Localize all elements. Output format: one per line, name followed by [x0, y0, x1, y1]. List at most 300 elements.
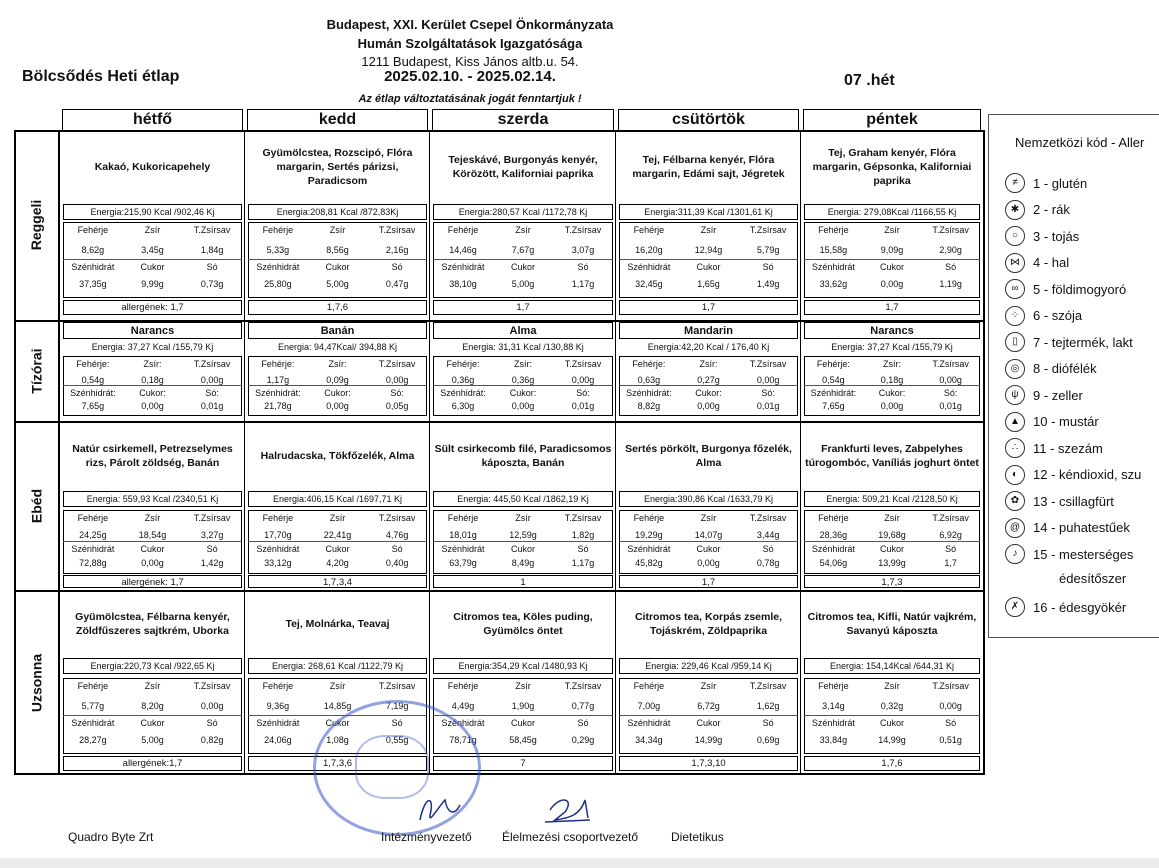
allergen-legend	[988, 114, 1159, 638]
nutrient-value: 0,40g	[385, 558, 409, 568]
nutrient-label: Zsír	[144, 225, 161, 235]
meal-description: Frankfurti leves, Zabpelyhes túrogombóc, Vaníliás joghurt öntet	[805, 443, 979, 469]
nutrient-value: 6,30g	[451, 401, 475, 411]
nutrient-value: 33,84g	[819, 735, 848, 745]
nutrient-label: T.Zsírsav	[932, 225, 969, 235]
nutrient-value: 78,71g	[449, 735, 477, 745]
nutrient-label: T.Zsírsav	[193, 359, 231, 369]
nutrient-label: Fehérje	[77, 225, 109, 235]
nutrient-value: 0,01g	[200, 401, 224, 411]
nutrient-value: 0,00g	[880, 279, 904, 289]
row-rule	[433, 259, 613, 260]
nutrient-label: Só	[762, 544, 774, 554]
nutrient-label: Só	[762, 718, 774, 728]
nutrient-label: Só:	[943, 388, 958, 398]
energy-value: Energia:215,90 Kcal /902,46 Kj	[63, 204, 242, 220]
legend-item	[1005, 279, 1126, 299]
energy-value: Energia:208,81 Kcal /872,83Kj	[248, 204, 427, 220]
nutrient-value: 1,19g	[939, 279, 962, 289]
nutrient-value: 14,07g	[694, 530, 723, 540]
energy-value: Energia: 268,61 Kcal /1122,79 Kj	[248, 658, 427, 674]
nutrient-value: 0,27g	[697, 375, 720, 385]
nutrient-value: 9,36g	[266, 701, 290, 711]
meal-description: Sertés pörkölt, Burgonya főzelék, Alma	[625, 443, 792, 469]
row-rule	[63, 385, 242, 386]
meal-description: Natúr csirkemell, Petrezselymes rizs, Párolt zöldség, Banán	[72, 443, 233, 469]
nutrient-value: 1,42g	[200, 558, 224, 568]
nutrient-value: 0,77g	[571, 701, 595, 711]
legend-item	[1005, 226, 1079, 246]
nutrient-label: Só	[577, 544, 589, 554]
day-header-0: hétfő	[62, 109, 243, 131]
row-rule	[619, 715, 798, 716]
nutrient-label: Fehérje	[77, 513, 109, 523]
nutrient-value: 1,17g	[571, 279, 595, 289]
row-rule	[63, 715, 242, 716]
nutrient-label: Só:	[205, 388, 219, 398]
energy-value: Energia:42,20 Kcal / 176,40 Kj	[647, 342, 770, 352]
nutrient-value: 1,90g	[511, 701, 535, 711]
nutrient-value: 4,76g	[385, 530, 409, 540]
allergen-codes: 1,7,6	[248, 300, 427, 315]
nutrient-label: T.Zsírsav	[378, 681, 416, 691]
nutrient-value: 9,99g	[141, 279, 164, 289]
nutrient-label: Fehérje	[818, 681, 849, 691]
nutrient-label: T.Zsírsav	[749, 513, 787, 523]
nutrient-value: 4,49g	[451, 701, 475, 711]
nutrient-value: 12,59g	[509, 530, 537, 540]
legend-title: Nemzetközi kód - Aller	[1015, 135, 1145, 150]
nutrient-value: 63,79g	[449, 558, 477, 568]
nutrient-value: 0,73g	[200, 279, 224, 289]
nutrient-label: Só	[577, 262, 589, 272]
legend-item	[1005, 465, 1141, 485]
legend-item	[1005, 253, 1069, 273]
nutrient-value: 0,54g	[822, 375, 845, 385]
nutrient-value: 0,00g	[697, 401, 720, 411]
nutrient-label: Só:	[390, 388, 404, 398]
celery-icon: ψ	[1005, 385, 1025, 405]
allergen-codes: 1	[433, 575, 613, 588]
allergen-codes: 1,7,3	[804, 575, 980, 588]
nutrient-label: Szénhidrát:	[626, 388, 672, 398]
company-name: Quadro Byte Zrt	[68, 830, 154, 844]
peanut-icon: ∞	[1005, 279, 1025, 299]
nutrient-label: T.Zsírsav	[378, 513, 416, 523]
allergen-codes: 1,7,6	[804, 756, 980, 771]
nutrient-value: 0,18g	[880, 375, 904, 385]
nutrient-label: Szénhidrát	[256, 718, 300, 728]
meal-description: Tej, Graham kenyér, Flóra margarin, Gépsonka, Kaliforniai paprika	[812, 147, 972, 187]
nutrient-value: 0,54g	[81, 375, 105, 385]
nutrient-value: 0,82g	[200, 735, 224, 745]
nutrient-value: 5,00g	[326, 279, 349, 289]
nutrient-value: 19,68g	[878, 530, 906, 540]
sweetener-icon: ♪	[1005, 544, 1025, 564]
nutrient-value: 3,44g	[756, 530, 780, 540]
nutrient-label: T.Zsírsav	[193, 225, 231, 235]
nutrient-label: Szénhidrát	[71, 718, 115, 728]
nutrient-value: 0,51g	[939, 735, 962, 745]
nutrient-value: 1,49g	[756, 279, 780, 289]
nutrient-value: 0,78g	[756, 558, 780, 568]
energy-value: Energia: 31,31 Kcal /130,88 Kj	[462, 342, 584, 352]
energy-value: Energia: 279,08Kcal /1166,55 Kj	[804, 204, 980, 220]
nutrient-label: Fehérje:	[816, 359, 850, 369]
nutrient-value: 3,14g	[822, 701, 845, 711]
nutrient-label: Fehérje	[818, 225, 849, 235]
nutrient-value: 0,00g	[385, 375, 409, 385]
legend-label: 4 - hal	[1033, 255, 1070, 270]
nutrient-value: 14,85g	[323, 701, 352, 711]
legend-item	[1005, 306, 1082, 326]
nutrient-value: 21,78g	[264, 401, 292, 411]
nutrient-value: 5,33g	[266, 245, 290, 255]
meal-label-uzsonna: Uzsonna	[28, 653, 44, 712]
nutrient-label: T.Zsírsav	[749, 681, 787, 691]
nutrient-label: Szénhidrát	[441, 718, 485, 728]
meal-label-ebed: Ebéd	[28, 488, 44, 523]
nutrient-label: Szénhidrát	[627, 718, 671, 728]
nutrient-value: 1,84g	[200, 245, 224, 255]
allergen-codes: allergének: 1,7	[63, 300, 242, 315]
nutrient-value: 8,20g	[141, 701, 164, 711]
nutrient-value: 2,16g	[385, 245, 409, 255]
nutrient-value: 0,32g	[880, 701, 904, 711]
legend-label: 9 - zeller	[1033, 387, 1083, 403]
nutrient-value: 0,29g	[571, 735, 595, 745]
nutrient-value: 0,36g	[511, 375, 535, 385]
legend-item	[1005, 491, 1114, 511]
nutrient-value: 38,10g	[449, 279, 477, 289]
crab-icon: ✱	[1005, 200, 1025, 220]
row-rule	[433, 385, 613, 386]
signature-1	[400, 785, 500, 835]
nutrient-label: Só	[577, 718, 589, 728]
legend-item	[1005, 332, 1133, 352]
row-rule	[804, 715, 980, 716]
energy-value: Energia: 37,27 Kcal /155,79 Kj	[831, 342, 953, 352]
nutrient-value: 0,00g	[326, 401, 349, 411]
meal-description: Tejeskávé, Burgonyás kenyér, Körözött, Kaliforniai paprika	[448, 154, 598, 180]
nutrient-value: 0,63g	[637, 375, 661, 385]
legend-label: édesítőszer	[1059, 570, 1127, 586]
nutrient-value: 0,00g	[200, 701, 224, 711]
legend-label: 8 - diófélék	[1033, 361, 1097, 376]
meal-description: Gyümölcstea, Rozscipó, Flóra margarin, Sertés párizsi, Paradicsom	[262, 147, 413, 187]
nutrient-label: Zsír	[329, 681, 346, 691]
legend-item	[1059, 571, 1126, 586]
nutrient-value: 0,36g	[451, 375, 475, 385]
nutrient-label: Zsír	[144, 513, 161, 523]
meal-description: Halrudacska, Tökfőzelék, Alma	[260, 450, 415, 462]
nutrient-value: 15,58g	[819, 245, 848, 255]
nutrient-value: 5,77g	[81, 701, 105, 711]
nutrient-value: 4,20g	[326, 558, 349, 568]
nutrient-label: Szénhidrát:	[255, 388, 301, 398]
nutrient-label: Só	[206, 262, 218, 272]
milk-icon: ▯	[1005, 332, 1025, 352]
nutrient-label: Zsír	[884, 681, 900, 691]
allergen-codes: 7	[433, 756, 613, 771]
nutrient-label: Szénhidrát	[256, 262, 300, 272]
nutrient-label: Fehérje:	[261, 359, 295, 369]
meal-description: Kakaó, Kukoricapehely	[94, 161, 211, 173]
row-rule	[63, 541, 242, 542]
legend-item	[1005, 200, 1070, 220]
allergen-codes: 1,7	[804, 300, 980, 315]
legend-label: 12 - kéndioxid, szu	[1033, 467, 1142, 482]
nutrient-label: Szénhidrát	[441, 262, 485, 272]
nutrient-value: 0,00g	[141, 558, 164, 568]
nutrient-label: Zsír	[700, 225, 717, 235]
nutrient-value: 13,99g	[878, 558, 906, 568]
legend-label: 15 - mesterséges	[1033, 546, 1134, 562]
nutrient-label: Cukor:	[324, 388, 351, 398]
nutrient-label: Cukor	[325, 262, 350, 272]
row-rule	[804, 541, 980, 542]
nutrient-label: Só	[206, 718, 218, 728]
nutrient-label: Zsír	[884, 225, 900, 235]
nutrient-label: Szénhidrát	[811, 544, 855, 554]
energy-value: Energia:280,57 Kcal /1172,78 Kj	[433, 204, 613, 220]
nutrient-value: 0,47g	[385, 279, 409, 289]
nutrient-value: 14,99g	[878, 735, 906, 745]
nutrient-value: 25,80g	[264, 279, 292, 289]
nutrient-label: Zsír	[515, 681, 531, 691]
nutrient-label: T.Zsírsav	[564, 513, 602, 523]
nutrient-label: Cukor	[140, 718, 165, 728]
nutrient-label: Fehérje	[633, 513, 665, 523]
legend-item	[1005, 385, 1083, 405]
nutrient-label: Fehérje	[633, 681, 665, 691]
nutrient-label: Fehérje	[633, 225, 665, 235]
nutrient-value: 32,45g	[635, 279, 663, 289]
sesame-icon: ∴	[1005, 438, 1025, 458]
meal-description: Tej, Félbarna kenyér, Flóra margarin, Edámi sajt, Jégretek	[632, 154, 785, 180]
nutrient-value: 5,79g	[756, 245, 780, 255]
meal-description: Tej, Molnárka, Teavaj	[285, 618, 390, 630]
nutrient-value: 0,00g	[141, 401, 164, 411]
nutrient-label: Só	[945, 718, 957, 728]
nutrient-value: 34,34g	[635, 735, 663, 745]
nutrient-label: Só	[945, 544, 957, 554]
section-divider	[14, 421, 985, 423]
row-rule	[433, 715, 613, 716]
day-header-2: szerda	[432, 109, 614, 131]
legend-label: 10 - mustár	[1033, 414, 1099, 429]
nutrient-label: Cukor	[510, 544, 535, 554]
day-column-divider	[615, 130, 616, 775]
row-rule	[63, 259, 242, 260]
row-rule	[804, 259, 980, 260]
mustard-icon: ▲	[1005, 412, 1025, 432]
page-title: Bölcsődés Heti étlap	[22, 68, 180, 85]
nutrient-label: T.Zsírsav	[564, 359, 602, 369]
nutrient-label: Cukor	[696, 262, 721, 272]
row-rule	[619, 259, 798, 260]
nutrient-label: Fehérje	[262, 513, 294, 523]
nutrient-label: Cukor	[879, 718, 904, 728]
licorice-icon: ✗	[1005, 597, 1025, 617]
legend-label: 16 - édesgyökér	[1033, 599, 1127, 615]
nutrient-label: T.Zsírsav	[378, 225, 416, 235]
nutrient-label: Fehérje	[818, 513, 849, 523]
nutrient-value: 16,20g	[635, 245, 663, 255]
day-column-divider	[429, 130, 430, 775]
nutrient-label: T.Zsírsav	[749, 359, 787, 369]
nutrient-label: Fehérje	[262, 681, 294, 691]
energy-value: Energia:406,15 Kcal /1697,71 Kj	[248, 491, 427, 507]
nutrient-value: 33,62g	[819, 279, 848, 289]
nutrient-value: 24,25g	[79, 530, 107, 540]
nutrient-value: 3,07g	[571, 245, 595, 255]
snack-fruit: Mandarin	[619, 322, 798, 339]
meal-label-tizorai: Tízórai	[28, 347, 44, 394]
nutrient-value: 6,72g	[697, 701, 720, 711]
energy-value: Energia: 559,93 Kcal /2340,51 Kj	[63, 491, 242, 507]
label-column-divider	[58, 130, 60, 775]
nutrient-label: Cukor	[879, 544, 904, 554]
legend-label: 1 - glutén	[1033, 175, 1088, 191]
nutrient-value: 18,54g	[138, 530, 167, 540]
nutrient-value: 24,06g	[264, 735, 292, 745]
energy-value: Energia: 37,27 Kcal /155,79 Kj	[91, 342, 214, 352]
nutrient-label: Szénhidrát	[441, 544, 485, 554]
day-column-divider	[800, 130, 801, 775]
nutrient-value: 7,65g	[822, 401, 845, 411]
nutrient-value: 1,17g	[266, 375, 290, 385]
nutrient-label: T.Zsírsav	[564, 681, 602, 691]
legend-label: 14 - puhatestűek	[1033, 520, 1130, 535]
row-rule	[619, 541, 798, 542]
nutrient-value: 8,56g	[326, 245, 349, 255]
signatory-dietitian: Dietetikus	[671, 830, 724, 844]
legend-label: 6 - szója	[1033, 308, 1083, 323]
energy-value: Energia: 94,47Kcal/ 394,88 Kj	[277, 342, 398, 352]
allergen-codes: 1,7,3,10	[619, 756, 798, 771]
nut-icon: ◎	[1005, 359, 1025, 379]
legend-label: 11 - szezám	[1033, 440, 1103, 456]
nutrient-label: Fehérje:	[632, 359, 666, 369]
nutrient-value: 12,94g	[694, 245, 723, 255]
day-column-divider	[244, 130, 245, 775]
legend-item	[1005, 412, 1099, 432]
legend-item	[1005, 173, 1087, 193]
nutrient-value: 0,00g	[939, 701, 962, 711]
nutrient-label: Szénhidrát:	[810, 388, 857, 398]
nutrient-label: Fehérje	[447, 513, 479, 523]
nutrient-label: Cukor	[140, 262, 165, 272]
notice-text: Az étlap változtatásának jogát fenntartjuk !	[358, 93, 582, 105]
signature-2	[540, 790, 610, 830]
nutrient-label: Só:	[576, 388, 590, 398]
snack-fruit: Narancs	[804, 322, 980, 339]
signatory-catering: Élelmezési csoportvezető	[502, 830, 639, 844]
nutrient-label: Zsír	[700, 681, 717, 691]
energy-value: Energia: 154,14Kcal /644,31 Kj	[804, 658, 980, 674]
allergen-codes: 1,7,3,4	[248, 575, 427, 588]
nutrient-value: 0,69g	[756, 735, 780, 745]
legend-item	[1005, 597, 1126, 617]
nutrient-label: Só	[945, 262, 957, 272]
nutrient-value: 1,82g	[571, 530, 595, 540]
nutrient-value: 7,00g	[637, 701, 661, 711]
row-rule	[248, 541, 427, 542]
nutrient-label: Szénhidrát	[71, 262, 115, 272]
nutrient-label: Fehérje:	[446, 359, 480, 369]
nutrient-label: T.Zsírsav	[193, 513, 231, 523]
nutrient-value: 0,55g	[385, 735, 409, 745]
sulphite-icon: ◐	[1005, 465, 1025, 485]
nutrient-value: 33,12g	[264, 558, 292, 568]
legend-item	[1005, 544, 1133, 564]
nutrient-label: Zsír	[329, 513, 346, 523]
org-name: Budapest, XXI. Kerület Csepel Önkormányzata	[326, 17, 614, 32]
nutrient-value: 1,7	[944, 558, 957, 568]
nutrient-label: Zsír:	[699, 359, 718, 369]
nutrient-label: T.Zsírsav	[932, 359, 969, 369]
nutrient-value: 0,00g	[880, 401, 904, 411]
nutrient-value: 3,27g	[200, 530, 224, 540]
allergen-codes: allergének: 1,7	[63, 575, 242, 588]
legend-item	[1005, 359, 1097, 379]
nutrient-value: 0,00g	[200, 375, 224, 385]
meal-label-reggeli: Reggeli	[28, 199, 44, 251]
nutrient-label: Szénhidrát	[811, 262, 855, 272]
nutrient-label: Só	[391, 544, 403, 554]
energy-value: Energia: 445,50 Kcal /1862,19 Kj	[433, 491, 613, 507]
nutrient-value: 0,01g	[756, 401, 780, 411]
energy-value: Energia:390,86 Kcal /1633,79 Kj	[619, 491, 798, 507]
nutrient-value: 7,19g	[385, 701, 409, 711]
nutrient-value: 2,90g	[939, 245, 962, 255]
nutrient-value: 14,46g	[449, 245, 477, 255]
nutrient-label: Szénhidrát:	[70, 388, 116, 398]
nutrient-value: 58,45g	[509, 735, 537, 745]
nutrient-value: 17,70g	[264, 530, 292, 540]
department-name: Humán Szolgáltatások Igazgatósága	[357, 36, 583, 51]
nutrient-label: Szénhidrát	[627, 262, 671, 272]
nutrient-label: Cukor	[325, 718, 350, 728]
nutrient-value: 0,00g	[571, 375, 595, 385]
nutrient-label: Szénhidrát	[71, 544, 115, 554]
nutrient-label: Cukor:	[509, 388, 537, 398]
allergen-codes: 1,7	[619, 575, 798, 588]
legend-item	[1005, 438, 1103, 458]
nutrient-value: 72,88g	[79, 558, 107, 568]
nutrient-label: T.Zsírsav	[564, 225, 602, 235]
nutrient-label: Zsír	[700, 513, 717, 523]
nutrient-value: 0,00g	[511, 401, 535, 411]
nutrient-value: 1,08g	[326, 735, 349, 745]
nutrient-value: 7,67g	[511, 245, 535, 255]
legend-label: 5 - földimogyoró	[1033, 281, 1127, 297]
nutrient-value: 5,00g	[511, 279, 535, 289]
energy-value: Energia:220,73 Kcal /922,65 Kj	[63, 658, 242, 674]
energy-value: Energia:354,29 Kcal /1480,93 Kj	[433, 658, 613, 674]
nutrient-value: 28,36g	[819, 530, 848, 540]
row-rule	[248, 259, 427, 260]
legend-label: 13 - csillagfürt	[1033, 493, 1114, 509]
nutrient-label: Zsír:	[143, 359, 162, 369]
energy-value: Energia: 509,21 Kcal /2128,50 Kj	[804, 491, 980, 507]
nutrient-value: 7,65g	[81, 401, 105, 411]
nutrient-label: Zsír	[515, 513, 531, 523]
nutrient-value: 0,01g	[939, 401, 962, 411]
nutrient-label: Cukor	[510, 718, 535, 728]
nutrient-label: Szénhidrát	[811, 718, 855, 728]
